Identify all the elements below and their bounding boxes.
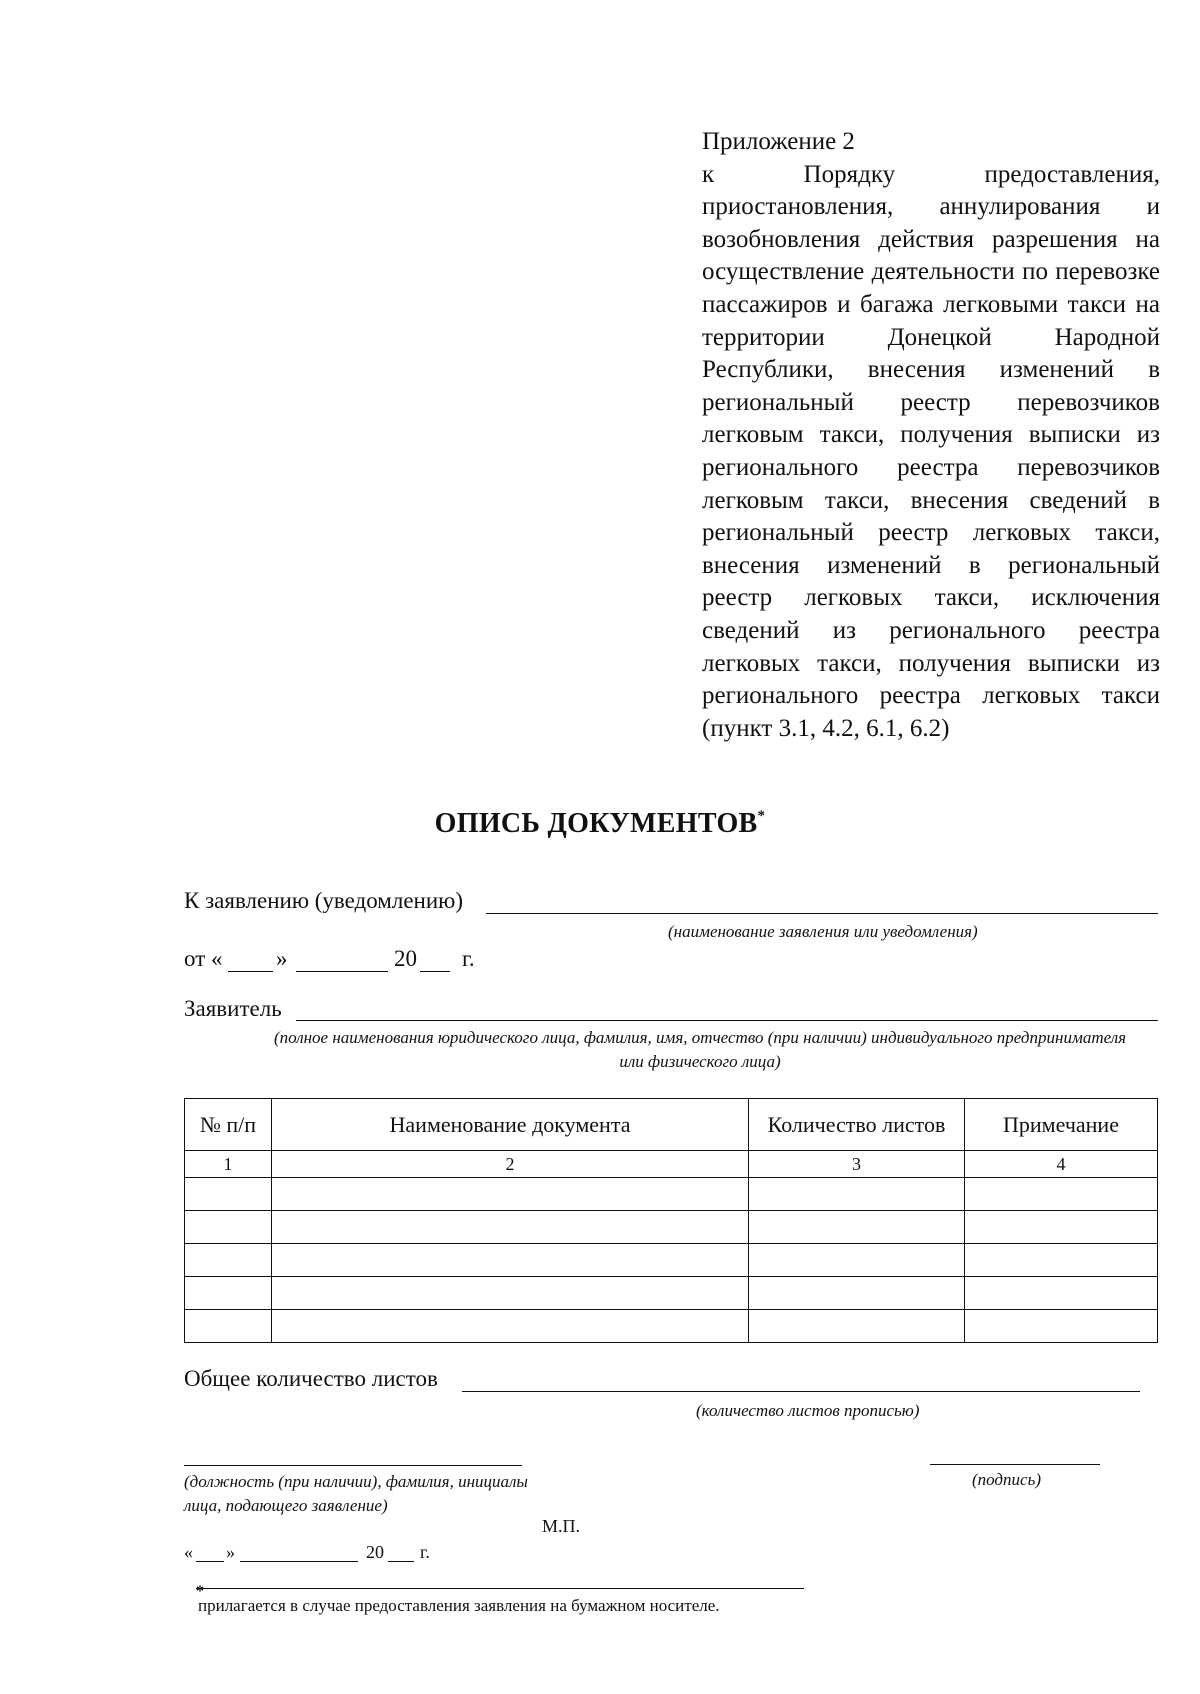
table-cell[interactable]	[185, 1244, 272, 1277]
to-application-hint: (наименование заявления или уведомления)	[668, 922, 978, 941]
to-application-label: К заявлению (уведомлению)	[184, 888, 464, 913]
date-year-suffix: г.	[462, 946, 475, 971]
col-number-3: 3	[749, 1151, 965, 1178]
bottom-year-suffix: г.	[420, 1542, 430, 1562]
table-cell[interactable]	[185, 1310, 272, 1343]
table-cell[interactable]	[965, 1211, 1158, 1244]
table-cell[interactable]	[749, 1277, 965, 1310]
table-cell[interactable]	[272, 1211, 749, 1244]
table-row	[185, 1244, 1158, 1277]
table-cell[interactable]	[272, 1244, 749, 1277]
table-cell[interactable]	[965, 1244, 1158, 1277]
table-cell[interactable]	[272, 1178, 749, 1211]
date-year-line[interactable]	[420, 971, 450, 972]
header-document-name: Наименование документа	[272, 1099, 749, 1151]
col-number-4: 4	[965, 1151, 1158, 1178]
date-month-line[interactable]	[296, 971, 388, 972]
total-sheets-label: Общее количество листов	[184, 1366, 438, 1391]
date-day-line[interactable]	[228, 971, 273, 972]
table-cell[interactable]	[749, 1211, 965, 1244]
header-note: Примечание	[965, 1099, 1158, 1151]
table-row	[185, 1310, 1158, 1343]
bottom-date-open: «	[184, 1542, 193, 1562]
table-cell[interactable]	[965, 1310, 1158, 1343]
date-close-quote: »	[276, 946, 288, 971]
bottom-date-close: »	[226, 1542, 235, 1562]
bottom-year-prefix: 20	[366, 1542, 384, 1562]
documents-table	[184, 1098, 1158, 1343]
table-cell[interactable]	[749, 1310, 965, 1343]
table-row	[185, 1277, 1158, 1310]
table-row	[185, 1178, 1158, 1211]
bottom-day-line[interactable]	[196, 1561, 224, 1562]
table-header-row	[185, 1099, 1158, 1151]
applicant-line[interactable]	[296, 1020, 1158, 1021]
footnote-mark: *	[196, 1583, 204, 1600]
date-from-label: от «	[184, 946, 223, 971]
appendix-title: Приложение 2	[702, 128, 855, 155]
footnote	[196, 1583, 720, 1616]
table-row	[185, 1211, 1158, 1244]
footnote-separator	[196, 1588, 804, 1589]
position-hint: (должность (при наличии), фамилия, инициалы лица, подающего заявление)	[184, 1472, 528, 1515]
document-title-mark: *	[757, 808, 766, 824]
to-application-line[interactable]	[486, 913, 1158, 914]
footnote-text: прилагается в случае предоставления заявления на бумажном носителе.	[198, 1596, 720, 1615]
col-number-2: 2	[272, 1151, 749, 1178]
appendix-body: к Порядку предоставления, приостановления, аннулирования и возобновления действия разрешения на осуществление деятельности по перевозке пассажиров и багажа легковыми такси на территории Донецкой Народной Республики, внесения изменений в региональный реестр перевозчиков легковым такси, получения выписки из регионального реестра перевозчиков легковым такси, внесения сведений в региональный реестр легковых такси, внесения изменений в региональный реестр легковых такси, исключения сведений из регионального реестра легковых такси, получения выписки из регионального реестра легковых такси (пункт 3.1, 4.2, 6.1, 6.2)	[702, 160, 1160, 742]
applicant-hint: (полное наименования юридического лица, фамилия, имя, отчество (при наличии) индивидуального предпринимателя или физического лица)	[273, 1028, 1127, 1071]
bottom-month-line[interactable]	[240, 1561, 358, 1562]
signature-hint: (подпись)	[972, 1470, 1041, 1489]
table-cell[interactable]	[749, 1178, 965, 1211]
table-cell[interactable]	[965, 1277, 1158, 1310]
col-number-1: 1	[185, 1151, 272, 1178]
document-title	[0, 808, 1200, 840]
signature-line[interactable]	[930, 1464, 1100, 1465]
table-numbering-row	[185, 1151, 1158, 1178]
seal-mark: М.П.	[542, 1516, 581, 1536]
table-cell[interactable]	[272, 1277, 749, 1310]
applicant-label: Заявитель	[184, 996, 282, 1021]
header-number: № п/п	[185, 1099, 272, 1151]
table-cell[interactable]	[185, 1277, 272, 1310]
table-cell[interactable]	[185, 1211, 272, 1244]
table-cell[interactable]	[272, 1310, 749, 1343]
date-year-prefix: 20	[394, 946, 417, 971]
total-sheets-hint: (количество листов прописью)	[696, 1401, 920, 1420]
position-line[interactable]	[184, 1465, 522, 1466]
table-cell[interactable]	[185, 1178, 272, 1211]
appendix-block	[702, 126, 1160, 745]
table-cell[interactable]	[749, 1244, 965, 1277]
total-sheets-line[interactable]	[462, 1391, 1140, 1392]
table-cell[interactable]	[965, 1178, 1158, 1211]
bottom-year-line[interactable]	[388, 1561, 414, 1562]
document-title-text: ОПИСЬ ДОКУМЕНТОВ	[434, 808, 758, 839]
header-sheet-count: Количество листов	[749, 1099, 965, 1151]
